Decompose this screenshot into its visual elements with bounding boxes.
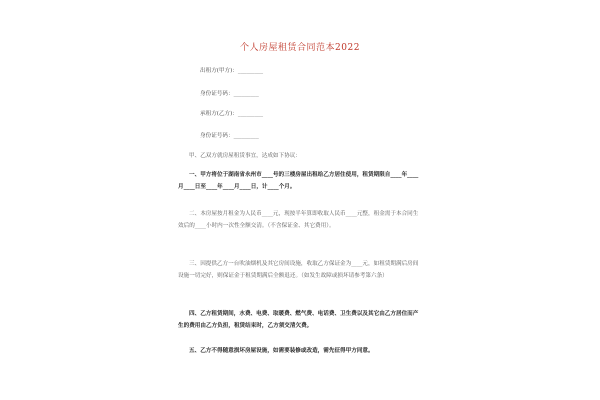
clause-1: 一、甲方将位于湖南省永州市____号的三楼房屋出租给乙方居住使用，租赁期限自____年____月____日至____年____月____日，计____个月。 [178,172,419,190]
document-title: 个人房屋租赁合同范本2022 [240,43,360,53]
lessee-id-field: 身份证号码：_________ [200,133,259,139]
clause-4: 四、乙方租赁期间，水费、电费、取暖费、燃气费、电话费、卫生费以及其它由乙方居住而产生的费用由乙方负担，租赁结束时，乙方须交清欠费。 [178,311,419,329]
clause-2: 二、本房屋按月租金为人民币____元，现按半年算即收取人民币____元整，租金需于本合同生效后的____小时内一次性全额交清。（不含保证金、其它费用）。 [178,211,419,229]
intro-paragraph: 甲、乙双方就房屋租赁事宜，达成如下协议： [189,153,301,159]
lessor-field: 出租方(甲方)：_________ [200,68,264,74]
lessor-id-field: 身份证号码：_________ [200,91,259,97]
clause-3: 三、因提供乙方一台吹油烟机及其它房间设施，收取乙方保证金为____元，如租赁期满后房间设施一切完好，则保证金于租赁期满后全额退还。（如发生故障或损坏请参考第六条） [178,261,419,279]
clause-5: 五、乙方不得随意损坏房屋设施，如需要装修或改造，需先征得甲方同意。 [189,348,374,354]
lessee-field: 承租方(乙方)：_________ [200,111,264,117]
